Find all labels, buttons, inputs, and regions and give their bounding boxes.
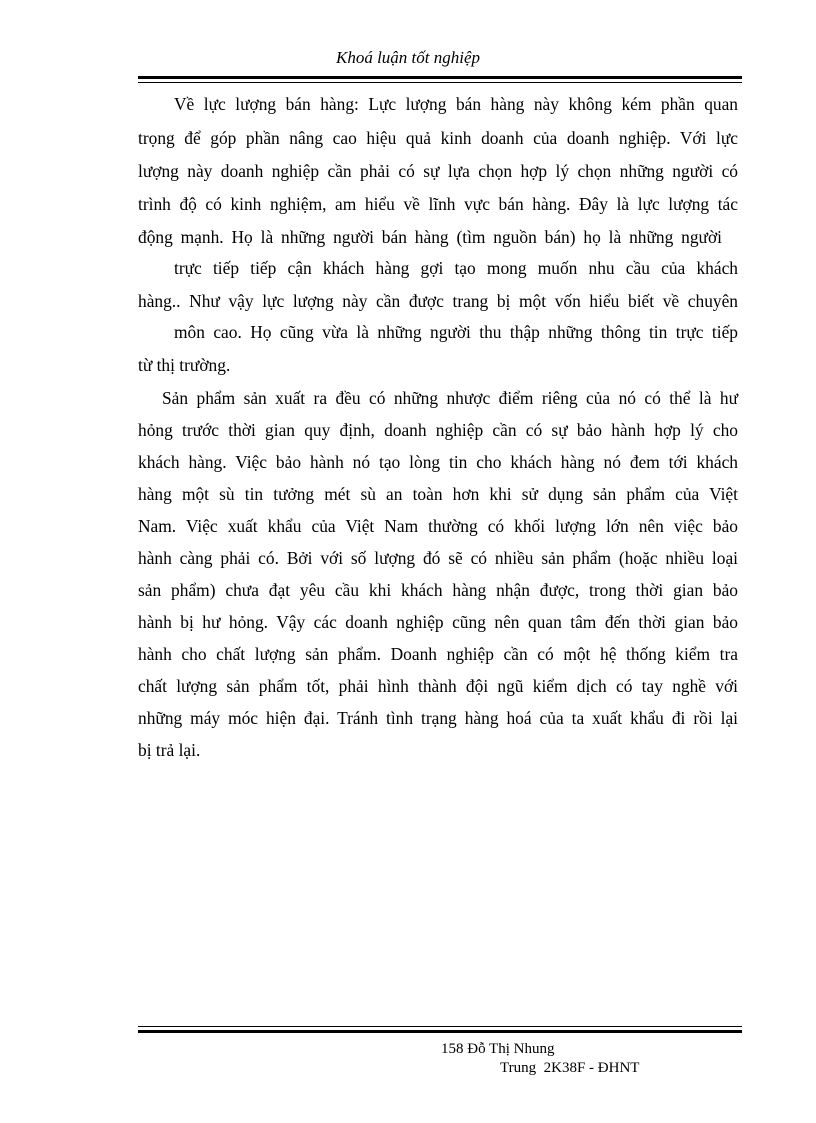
body-line: bị trả lại. (138, 740, 201, 760)
body-line: hỏng trước thời gian quy định, doanh nghiệp cần có sự bảo hành hợp lý cho (138, 420, 738, 440)
body-line: hàng một sù tin tưởng mét sù an toàn hơn khi sử dụng sản phẩm của Việt (138, 484, 738, 504)
body-line: trọng để góp phần nâng cao hiệu quả kinh doanh của doanh nghiệp. Với lực (138, 128, 738, 148)
body-line: lượng này doanh nghiệp cần phải có sự lựa chọn hợp lý chọn những người có (138, 161, 738, 181)
body-line: Về lực lượng bán hàng: Lực lượng bán hàng này không kém phần quan (174, 94, 738, 114)
page-header-title: Khoá luận tốt nghiệp (335, 48, 481, 67)
footer-author: 158 Đỗ Thị Nhung (441, 1041, 555, 1057)
body-line: khách hàng. Việc bảo hành nó tạo lòng tin cho khách hàng nó đem tới khách (138, 452, 738, 472)
body-line: trình độ có kinh nghiệm, am hiểu về lĩnh vực bán hàng. Đây là lực lượng tác (138, 194, 738, 214)
body-line: hành cho chất lượng sản phẩm. Doanh nghiệp cần có một hệ thống kiểm tra (138, 644, 738, 664)
body-line: Sản phẩm sản xuất ra đều có những nhược điểm riêng của nó có thể là hư (162, 388, 738, 408)
body-line: sản phẩm) chưa đạt yêu cầu khi khách hàng nhận được, trong thời gian bảo (138, 580, 738, 600)
body-line: hành càng phải có. Bởi với số lượng đó sẽ có nhiều sản phẩm (hoặc nhiều loại (138, 548, 738, 568)
body-line: Nam. Việc xuất khẩu của Việt Nam thường có khối lượng lớn nên việc bảo (138, 516, 738, 536)
footer-class: Trung 2K38F - ĐHNT (500, 1060, 640, 1076)
body-line: chất lượng sản phẩm tốt, phải hình thành đội ngũ kiểm dịch có tay nghề với (138, 676, 738, 696)
body-line: động mạnh. Họ là những người bán hàng (tìm nguồn bán) họ là những người (138, 227, 722, 247)
header-rule-thick (138, 76, 742, 79)
footer-rule-thick (138, 1030, 742, 1033)
body-line: môn cao. Họ cũng vừa là những người thu thập những thông tin trực tiếp (174, 322, 738, 342)
header-rule-thin (138, 82, 742, 83)
body-line: hành bị hư hỏng. Vậy các doanh nghiệp cũng nên quan tâm đến thời gian bảo (138, 612, 738, 632)
body-line: hàng.. Như vậy lực lượng này cần được trang bị một vốn hiểu biết về chuyên (138, 291, 738, 311)
body-line: từ thị trường. (138, 355, 231, 375)
body-line: trực tiếp tiếp cận khách hàng gợi tạo mong muốn nhu cầu của khách (174, 258, 738, 278)
body-line: những máy móc hiện đại. Tránh tình trạng hàng hoá của ta xuất khẩu đi rồi lại (138, 708, 738, 728)
footer-rule-thin (138, 1026, 742, 1027)
